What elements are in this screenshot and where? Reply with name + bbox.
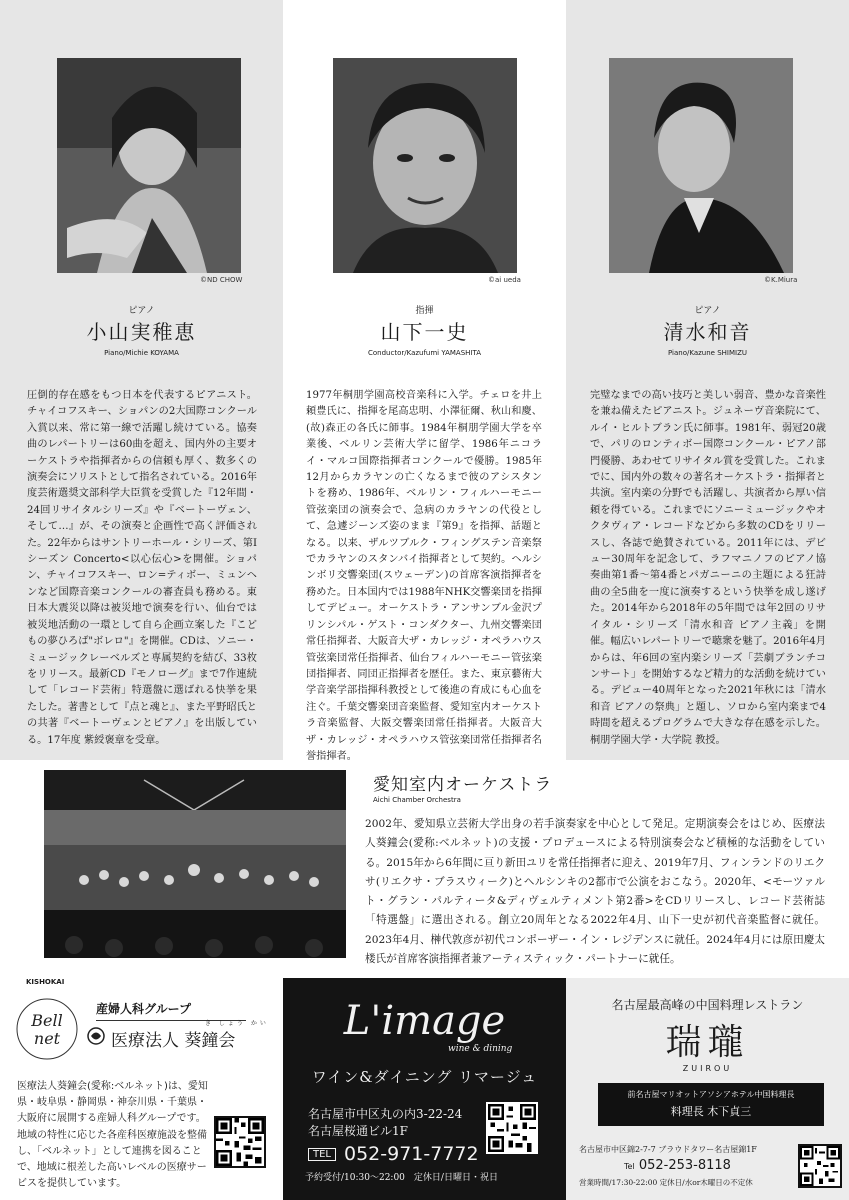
tel-label: Tel xyxy=(624,1162,635,1171)
orchestra-photo xyxy=(44,770,346,958)
svg-text:Bell: Bell xyxy=(31,1011,63,1030)
address-line: 名古屋桜通ビル1F xyxy=(308,1124,408,1138)
artist-roman-name: Piano/Kazune SHIMIZU xyxy=(667,349,747,357)
limage-logo: L'image xyxy=(343,998,506,1044)
artist-bio: 1977年桐朋学園高校音楽科に入学。チェロを井上頼豊氏に、指揮を尾高忠明、小澤征爾、秋山和慶、(故)森正の各氏に師事。1984年桐朋学園大学を卒業後、ベルリン芸術大学に留学、1986年ニコライ・マルコ国際指揮者コンクールで優勝。1985年12月からカラヤンの亡くなるまで彼のアシスタントを務め、1986年、ベルリン・フィルハーモニー管弦楽団の演奏会で、急病のカラヤンの代役として、急遽ジーンズ姿のまま『第9』を指揮、話題となる。以来、ザルツブルク・フィングステン音楽祭でカラヤンのスタンバイ指揮者として契約。ヘルシンボリ交響楽団(スウェーデン)の首席客演指揮者を務めた。日本国内では1988年NHK交響楽団を指揮してデビュー。オーケストラ・アンサンブル金沢プリンシパル・ゲスト・コンダクター、九州交響楽団常任指揮者、大阪音大ザ・カレッジ・オペラハウス管弦楽団常任指揮者、仙台フィルハーモニー管弦楽団指揮者、同団正指揮者を歴任。また、東京藝術大学音楽学部指揮科教授として後進の育成にも心血を注ぐ。千葉交響楽団音楽監督、愛知室内オーケストラ音楽監督、大阪交響楽団常任指揮者。大阪音大ザ・カレッジ・オペラハウス管弦楽団常任指揮者名誉指揮者。 xyxy=(306,390,542,762)
limage-address xyxy=(308,1106,462,1140)
limage-logo-subtitle: wine & dining xyxy=(448,1044,513,1054)
artist-bio: 完璧なまでの高い技巧と美しい弱音、豊かな音楽性を兼ね備えたピアニスト。ジュネーヴ音楽院にて、ルイ・ヒルトブラン氏に師事。1981年、弱冠20歳で、パリのロンティボー国際コンクール・ピアノ部門優勝、あわせてリサイタル賞を受賞した。これまでに、国内外の数々の著名オーケストラ・指揮者と共演。室内楽の分野でも活躍し、共演者から厚い信頼を得ている。これまでにソニーミュージックやオクタヴィア・レコードなどから多数のCDをリリースし、各誌で絶賛されている。2011年には、デビュー30周年を記念して、ラフマニノフのピアノ協奏曲第1番〜第4番とパガニーニの主題による狂詩曲の全5曲を一度に演奏するという快挙を成し遂げた。2014年から2018年の5年間では年2回のリサイタル・シリーズ「清水和音 ピアノ主義」を開催。幅広いレパートリーで聴衆を魅了。2016年4月からは、年6回の室内楽シリーズ「芸劇ブランチコンサート」を開始するなど精力的な活動を続けている。デビュー40周年となった2021年秋には「清水和音 ピアノの祭典」と題し、ソロから室内楽まで4時間を超えるプログラムで大きな存在感を示した。桐朋学園大学・大学院 教授。 xyxy=(590,390,826,746)
zuirou-hours: 営業時間/17:30-22:00 定休日/水or木曜日の不定休 xyxy=(579,1178,753,1187)
artist-column-yamashita xyxy=(283,0,566,760)
svg-text:net: net xyxy=(33,1029,61,1048)
tel-number[interactable]: 052-253-8118 xyxy=(638,1158,731,1173)
zuirou-logo: 瑞瓏 xyxy=(665,1022,750,1063)
tel-label: TEL xyxy=(308,1148,336,1161)
limage-qr-code[interactable] xyxy=(486,1102,538,1154)
zuirou-address: 名古屋市中区錦2-7-7 ブラウドタワー名古屋錦1F xyxy=(579,1145,757,1154)
artist-photo-yamashita xyxy=(333,58,517,273)
tel-number[interactable]: 052-971-7772 xyxy=(344,1143,479,1165)
artist-photo-koyama xyxy=(57,58,241,273)
artist-role: ピアノ xyxy=(694,306,721,316)
bellnet-description: 医療法人葵鐘会(愛称:ベルネット)は、愛知県・岐阜県・静岡県・神奈川県・千葉県・大阪府に展開する産婦人科グループです。地域の特性に応じた各産科医療施設を整備し、「ベルネット」として連携を図ることで、地域に根差した高いレベルの医療サービスを提供しています。 xyxy=(17,1081,208,1190)
artist-column-koyama xyxy=(0,0,283,760)
bellnet-logo xyxy=(14,996,80,1062)
artist-role: ピアノ xyxy=(128,306,155,316)
limage-hours: 予約受付/10:30〜22:00 定休日/日曜日・祝日 xyxy=(305,1173,498,1183)
orchestra-title: 愛知室内オーケストラ xyxy=(373,775,553,795)
artist-name: 清水和音 xyxy=(663,320,752,344)
limage-name-jp: ワイン&ダイニング リマージュ xyxy=(311,1068,538,1086)
address-line: 名古屋市中区丸の内3-22-24 xyxy=(308,1107,463,1121)
orchestra-roman-name: Aichi Chamber Orchestra xyxy=(373,796,461,804)
artist-roman-name: Piano/Michie KOYAMA xyxy=(104,349,179,357)
sponsor-bellnet xyxy=(0,978,283,1200)
sponsor-zuirou xyxy=(566,978,849,1200)
zuirou-qr-code[interactable] xyxy=(798,1144,842,1188)
photo-credit: ©ai ueda xyxy=(488,276,521,284)
artist-name: 山下一史 xyxy=(380,320,469,344)
artist-column-shimizu xyxy=(566,0,849,760)
chef-previous-title: 前名古屋マリオットアソシアホテル中国料理長 xyxy=(627,1090,795,1099)
zuirou-roman: ZUIROU xyxy=(682,1064,733,1073)
zuirou-phone[interactable] xyxy=(624,1158,731,1173)
corp-name-ruby: き しょう かい xyxy=(205,1020,269,1027)
chef-name: 料理長 木下貞三 xyxy=(670,1105,752,1118)
zuirou-tagline: 名古屋最高峰の中国料理レストラン xyxy=(611,998,804,1012)
zuirou-chef-box xyxy=(598,1083,824,1126)
artist-roman-name: Conductor/Kazufumi YAMASHITA xyxy=(368,349,481,357)
photo-credit: ©K.Miura xyxy=(764,276,798,284)
limage-phone[interactable] xyxy=(308,1143,479,1165)
corp-name xyxy=(86,1026,235,1051)
artist-role: 指揮 xyxy=(415,306,434,316)
kishokai-emblem-icon xyxy=(86,1026,106,1051)
photo-credit: ©ND CHOW xyxy=(200,276,243,284)
artist-name: 小山実稚恵 xyxy=(86,320,197,344)
orchestra-description: 2002年、愛知県立芸術大学出身の若手演奏家を中心として発足。定期演奏会をはじめ、医療法人葵鐘会(愛称:ベルネット)の支援・プロデュースによる特別演奏会など積極的な活動をしている。2015年から6年間に亘り新田ユリを常任指揮者に迎え、2019年7月、フィンランドのリエクサ(リエクサ・ブラスウィーク)とヘルシンキの2都市で公演をおこなう。2020年、<モーツァルト・グラン・パルティータ&ディヴェルティメント第2番>をCDリリースし、レコード芸術誌「特選盤」に選出される。創立20周年となる2022年4月、山下一史が初代音楽監督に就任。2023年4月、榊代敦彦が初代コンポーザー・イン・レジデンスに就任。2024年4月には原田慶太楼氏が首席客演指揮者兼アーティスティック・パートナーに就任。 xyxy=(365,818,825,966)
group-label: 産婦人科グループ xyxy=(96,1000,246,1021)
corp-name-text: 医療法人 葵鐘会 xyxy=(111,1031,236,1051)
artist-photo-shimizu xyxy=(609,58,793,273)
kishokai-label: KISHOKAI xyxy=(26,978,65,986)
sponsor-limage xyxy=(283,978,566,1200)
artist-bio: 圧倒的存在感をもつ日本を代表するピアニスト。チャイコフスキー、ショパンの2大国際コンクール入賞以来、常に第一線で活躍し続けている。協奏曲のレパートリーは60曲を超え、国内外の主要オーケストラや指揮者からの信頼も厚く、数多くの演奏会にソリストとして指名されている。2016年度芸術選奨文部科学大臣賞を受賞した『12年間・24回リサイタルシリーズ』や『ベートーヴェン、そして…』が、その演奏と企画性で高く評価された。22年からはサントリーホール・シリーズ、第Iシーズン Concerto<以心伝心>を開催。ショパン、チャイコフスキー、ロン=ティボー、ミュンヘンなど国際音楽コンクールの審査員も務める。東日本大震災以降は被災地で演奏を行い、仙台では被災地活動の一環として自ら企画立案した『こどもの夢ひろば"ボレロ"』を開催。CDは、ソニー・ミュージックレーベルズと専属契約を結び、33枚をリリース。最新CD『モノローグ』まで7作連続して「レコード芸術」特選盤に選ばれる快挙を果たした。著書として『点と魂と』、また平野昭氏との共著『ベートーヴェンとピアノ』を出版している。17年度 紫綬褒章を受章。 xyxy=(27,390,258,746)
bellnet-qr-code[interactable] xyxy=(214,1116,266,1168)
